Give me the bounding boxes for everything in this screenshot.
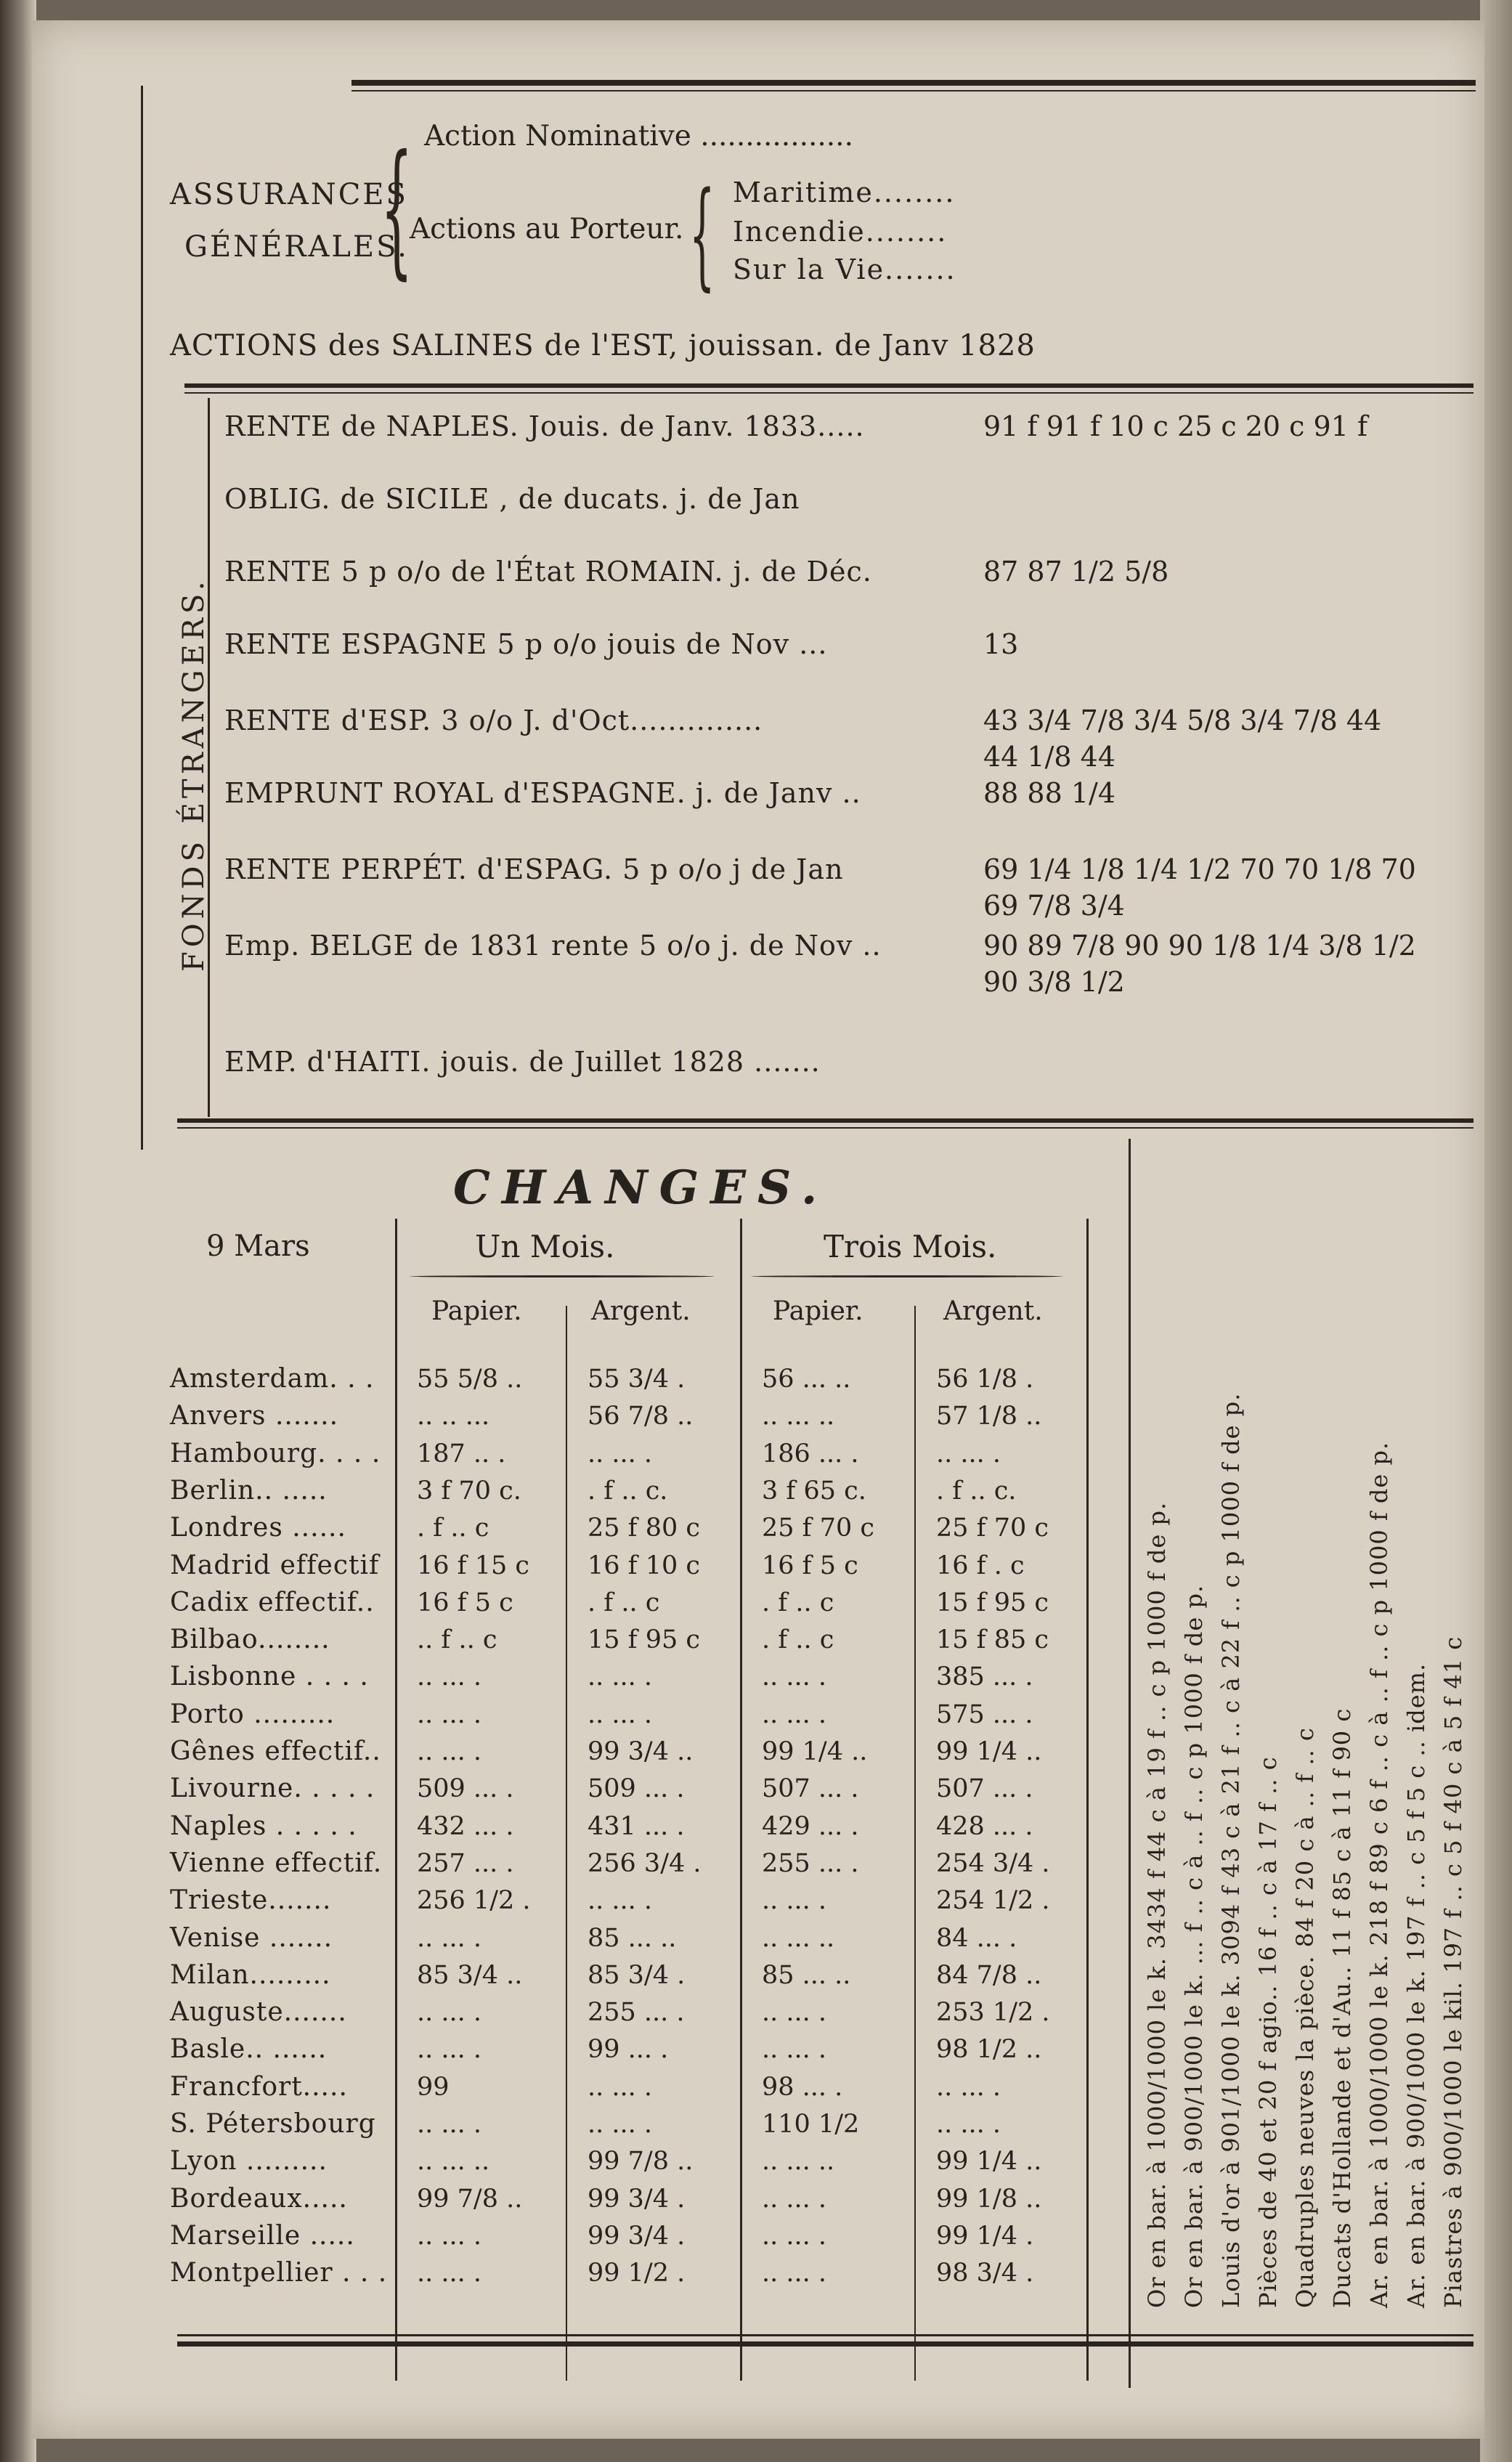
fonds-etrangers-label: FONDS ÉTRANGERS.: [177, 577, 211, 972]
fonds-row-value: 91 f 91 f 10 c 25 c 20 c 91 f: [983, 410, 1368, 442]
fonds-row-label: OBLIG. de SICILE , de ducats. j. de Jan: [224, 483, 800, 515]
un-mois-argent-cell: 255 ... .: [588, 1998, 685, 2028]
un-mois-argent-cell: 431 ... .: [588, 1811, 685, 1841]
trois-mois-argent-cell: 575 ... .: [936, 1699, 1033, 1729]
city-cell: Naples . . . . .: [170, 1811, 357, 1841]
papier-header-1: Papier.: [431, 1296, 522, 1326]
un-mois-argent-cell: 99 3/4 .: [588, 2184, 686, 2214]
un-mois-papier-cell: 16 f 5 c: [417, 1588, 513, 1617]
trois-mois-argent-cell: . f .. c.: [936, 1476, 1017, 1506]
trois-mois-papier-cell: 85 ... ..: [762, 1960, 851, 1990]
metaux-line: Piastres à 900/1000 le kil. 197 f .. c 5 f 40 c à 5 f 41 c: [1439, 1636, 1467, 2308]
trois-mois-argent-cell: 57 1/8 ..: [936, 1402, 1042, 1431]
un-mois-papier-cell: . f .. c: [417, 1514, 489, 1543]
un-mois-papier-cell: .. ... .: [417, 2259, 482, 2288]
trois-mois-papier-cell: 98 ... .: [762, 2072, 843, 2102]
city-cell: Bilbao........: [170, 1625, 330, 1655]
un-mois-papier-cell: .. ... .: [417, 1998, 482, 2028]
trois-mois-argent-cell: 254 3/4 .: [936, 1848, 1050, 1878]
city-cell: Lisbonne . . . .: [170, 1662, 369, 1692]
trois-mois-papier-cell: . f .. c: [762, 1588, 834, 1617]
incendie-label: Incendie........: [733, 216, 948, 248]
un-mois-papier-cell: .. .. ...: [417, 1402, 490, 1431]
metaux-line: Ar. en bar. à 900/1000 le k. 197 f .. c 5 f 5 c .. idem.: [1402, 1662, 1430, 2308]
fonds-row-value: 90 89 7/8 90 90 1/8 1/4 3/8 1/2: [983, 930, 1416, 962]
trois-mois-papier-cell: 255 ... .: [762, 1848, 859, 1878]
upper-left-border: [141, 86, 143, 1150]
city-cell: Hambourg. . . .: [170, 1438, 381, 1468]
trois-mois-underline: [751, 1275, 1063, 1277]
un-mois-papier-cell: 3 f 70 c.: [417, 1476, 521, 1506]
un-mois-papier-cell: .. ... .: [417, 1699, 482, 1729]
table-row: [32, 1658, 1484, 1696]
city-cell: Berlin.. .....: [170, 1475, 328, 1506]
fonds-top-rule-thin: [184, 392, 1474, 394]
metaux-line: Pièces de 40 et 20 f agio.. 16 f .. c à 17 f .. c: [1254, 1756, 1282, 2308]
metaux-line: Ducats d'Hollande et d'Au.. 11 f 85 c à 11 f 90 c: [1328, 1707, 1356, 2308]
metaux-line: Quadruples neuves la pièce. 84 f 20 c à .. f .. c: [1291, 1727, 1319, 2308]
city-cell: Madrid effectif: [170, 1550, 380, 1580]
un-mois-argent-cell: 99 7/8 ..: [588, 2147, 694, 2177]
metaux-line: Or en bar. à 1000/1000 le k. 3434 f 44 c à 19 f .. c p 1000 f de p.: [1143, 1501, 1171, 2308]
trois-mois-papier-cell: .. ... .: [762, 2184, 827, 2214]
trois-mois-argent-cell: 98 1/2 ..: [936, 2035, 1042, 2065]
trois-mois-papier-cell: .. ... ..: [762, 2147, 835, 2177]
un-mois-papier-cell: 432 ... .: [417, 1811, 514, 1841]
un-mois-argent-cell: . f .. c: [588, 1588, 660, 1617]
un-mois-papier-cell: .. ... .: [417, 1662, 482, 1692]
table-row: [32, 1509, 1484, 1547]
city-cell: Anvers .......: [170, 1401, 339, 1431]
top-rule-thin: [351, 90, 1476, 92]
city-cell: Francfort.....: [170, 2071, 348, 2102]
metaux-line: Louis d'or à 901/1000 le k. 3094 f 43 c à 21 f .. c à 22 f .. c p 1000 f de p.: [1217, 1392, 1245, 2308]
city-cell: Londres ......: [170, 1513, 346, 1543]
trois-mois-papier-cell: .. ... ..: [762, 1923, 835, 1953]
trois-mois-papier-cell: 25 f 70 c: [762, 1514, 875, 1543]
un-mois-papier-cell: 99: [417, 2072, 450, 2102]
fonds-row-label: RENTE de NAPLES. Jouis. de Janv. 1833.....: [224, 410, 865, 442]
un-mois-argent-cell: 85 ... ..: [588, 1923, 677, 1953]
trois-mois-papier-cell: 110 1/2: [762, 2110, 860, 2139]
trois-mois-argent-cell: 25 f 70 c: [936, 1514, 1049, 1543]
trois-mois-papier-cell: 507 ... .: [762, 1774, 859, 1804]
city-cell: Basle.. ......: [170, 2034, 328, 2065]
un-mois-papier-cell: 16 f 15 c: [417, 1551, 530, 1580]
trois-mois-papier-cell: .. ... ..: [762, 1402, 835, 1431]
page: [32, 20, 1484, 2439]
trois-mois-papier-cell: 99 1/4 ..: [762, 1737, 868, 1766]
city-cell: Auguste.......: [170, 1997, 347, 2028]
table-row: [32, 1360, 1484, 1398]
trois-mois-argent-cell: .. ... .: [936, 2110, 1001, 2139]
un-mois-argent-cell: 55 3/4 .: [588, 1365, 686, 1394]
trois-mois-papier-cell: .. ... .: [762, 2221, 827, 2251]
city-cell: Milan.........: [170, 1959, 331, 1990]
city-cell: Gênes effectif..: [170, 1736, 381, 1766]
table-row: [32, 1472, 1484, 1510]
maritime-label: Maritime........: [733, 176, 956, 208]
un-mois-argent-cell: .. ... .: [588, 2110, 653, 2139]
fonds-row-label: RENTE PERPÉT. d'ESPAG. 5 p o/o j de Jan: [224, 853, 844, 885]
trois-mois-argent-cell: 254 1/2 .: [936, 1886, 1050, 1916]
trois-mois-argent-cell: 99 1/8 ..: [936, 2184, 1042, 2214]
actions-porteur: Actions au Porteur.: [410, 213, 684, 245]
table-row: [32, 1696, 1484, 1734]
fonds-row-value: 88 88 1/4: [983, 777, 1116, 809]
un-mois-papier-cell: .. ... .: [417, 2221, 482, 2251]
un-mois-argent-cell: . f .. c.: [588, 1476, 668, 1506]
trois-mois-argent-cell: 56 1/8 .: [936, 1365, 1034, 1394]
fonds-row-value: 13: [983, 628, 1019, 660]
un-mois-argent-cell: .. ... .: [588, 1699, 653, 1729]
fonds-row-label: Emp. BELGE de 1831 rente 5 o/o j. de Nov ..: [224, 930, 882, 962]
city-cell: S. Pétersbourg: [170, 2109, 376, 2139]
bottom-rule: [177, 2334, 1474, 2336]
trois-mois-header: Trois Mois.: [824, 1229, 997, 1264]
fonds-row-value-continued: 69 7/8 3/4: [983, 890, 1125, 922]
trois-mois-argent-cell: 98 3/4 .: [936, 2259, 1034, 2288]
trois-mois-papier-cell: .. ... .: [762, 2035, 827, 2065]
city-cell: Vienne effectif.: [170, 1848, 383, 1878]
assurances-label-1: ASSURANCES: [170, 178, 408, 211]
city-cell: Cadix effectif..: [170, 1587, 375, 1617]
trois-mois-papier-cell: 16 f 5 c: [762, 1551, 858, 1580]
changes-top-rule-thin: [177, 1127, 1474, 1129]
un-mois-argent-cell: .. ... .: [588, 2072, 653, 2102]
book-spine: [0, 0, 36, 2462]
city-cell: Bordeaux.....: [170, 2183, 348, 2214]
un-mois-argent-cell: 85 3/4 .: [588, 1960, 686, 1990]
un-mois-papier-cell: .. ... .: [417, 1737, 482, 1766]
table-row: [32, 1547, 1484, 1585]
fonds-row-value: 87 87 1/2 5/8: [983, 556, 1169, 588]
un-mois-papier-cell: .. ... .: [417, 2110, 482, 2139]
un-mois-argent-cell: 99 1/2 .: [588, 2259, 686, 2288]
un-mois-header: Un Mois.: [475, 1229, 615, 1264]
changes-top-rule: [177, 1118, 1474, 1123]
city-cell: Amsterdam. . .: [170, 1364, 375, 1394]
trois-mois-argent-cell: 15 f 95 c: [936, 1588, 1049, 1617]
un-mois-argent-cell: 25 f 80 c: [588, 1514, 701, 1543]
trois-mois-argent-cell: 15 f 85 c: [936, 1625, 1049, 1655]
trois-mois-argent-cell: 99 1/4 .: [936, 2221, 1034, 2251]
un-mois-papier-cell: .. ... .: [417, 2035, 482, 2065]
page-edge: [1480, 0, 1512, 2462]
city-cell: Lyon .........: [170, 2146, 328, 2177]
un-mois-papier-cell: 187 .. .: [417, 1439, 506, 1468]
changes-title: CHANGES.: [453, 1161, 829, 1215]
un-mois-papier-cell: 99 7/8 ..: [417, 2184, 523, 2214]
trois-mois-argent-cell: 84 ... .: [936, 1923, 1017, 1953]
un-mois-papier-cell: 256 1/2 .: [417, 1886, 531, 1916]
action-nominative: Action Nominative .................: [424, 120, 853, 153]
fonds-row-value: 69 1/4 1/8 1/4 1/2 70 70 1/8 70: [983, 853, 1416, 885]
fonds-row-value-continued: 44 1/8 44: [983, 741, 1116, 773]
un-mois-argent-cell: .. ... .: [588, 1439, 653, 1468]
fonds-top-rule: [184, 383, 1474, 388]
trois-mois-argent-cell: .. ... .: [936, 2072, 1001, 2102]
un-mois-argent-cell: 256 3/4 .: [588, 1848, 702, 1878]
un-mois-argent-cell: 16 f 10 c: [588, 1551, 701, 1580]
trois-mois-papier-cell: 429 ... .: [762, 1811, 859, 1841]
bottom-rule-thick: [177, 2341, 1474, 2347]
trois-mois-papier-cell: 3 f 65 c.: [762, 1476, 866, 1506]
trois-mois-papier-cell: .. ... .: [762, 1886, 827, 1916]
trois-mois-papier-cell: .. ... .: [762, 1998, 827, 2028]
trois-mois-papier-cell: .. ... .: [762, 1699, 827, 1729]
trois-mois-argent-cell: 16 f . c: [936, 1551, 1025, 1580]
metaux-line: Or en bar. à 900/1000 le k. ... f .. c à .. f .. c p 1000 f de p.: [1180, 1584, 1208, 2308]
fonds-row-label: RENTE ESPAGNE 5 p o/o jouis de Nov ...: [224, 628, 828, 660]
city-cell: Livourne. . . . .: [170, 1774, 375, 1804]
brace-icon: {: [381, 124, 413, 293]
trois-mois-papier-cell: 56 ... ..: [762, 1365, 851, 1394]
top-rule: [351, 80, 1476, 86]
un-mois-papier-cell: 85 3/4 ..: [417, 1960, 523, 1990]
city-cell: Porto .........: [170, 1699, 336, 1729]
table-row: [32, 1584, 1484, 1622]
city-cell: Venise .......: [170, 1922, 333, 1953]
assurances-label-2: GÉNÉRALES.: [184, 230, 409, 264]
city-cell: Marseille .....: [170, 2220, 355, 2251]
un-mois-argent-cell: 15 f 95 c: [588, 1625, 701, 1655]
un-mois-argent-cell: 99 ... .: [588, 2035, 669, 2065]
trois-mois-argent-cell: 507 ... .: [936, 1774, 1033, 1804]
un-mois-papier-cell: 257 ... .: [417, 1848, 514, 1878]
trois-mois-argent-cell: 99 1/4 ..: [936, 2147, 1042, 2177]
un-mois-underline: [410, 1275, 715, 1277]
un-mois-papier-cell: 55 5/8 ..: [417, 1365, 523, 1394]
brace-icon: {: [689, 166, 715, 302]
trois-mois-argent-cell: .. ... .: [936, 1439, 1001, 1468]
fonds-row-value-continued: 90 3/8 1/2: [983, 966, 1125, 998]
trois-mois-papier-cell: .. ... .: [762, 2259, 827, 2288]
fonds-row-label: EMP. d'HAITI. jouis. de Juillet 1828 .......: [224, 1046, 821, 1078]
fonds-row-label: RENTE d'ESP. 3 o/o J. d'Oct..............: [224, 704, 763, 736]
changes-date: 9 Mars: [206, 1230, 310, 1263]
sur-la-vie-label: Sur la Vie.......: [733, 253, 956, 285]
un-mois-papier-cell: .. ... ..: [417, 2147, 490, 2177]
un-mois-argent-cell: .. ... .: [588, 1886, 653, 1916]
table-row: [32, 1435, 1484, 1473]
trois-mois-argent-cell: 253 1/2 .: [936, 1998, 1050, 2028]
argent-header-2: Argent.: [943, 1296, 1043, 1326]
fonds-row-label: EMPRUNT ROYAL d'ESPAGNE. j. de Janv ..: [224, 777, 861, 809]
un-mois-argent-cell: 509 ... .: [588, 1774, 685, 1804]
un-mois-argent-cell: .. ... .: [588, 1662, 653, 1692]
un-mois-papier-cell: .. f .. c: [417, 1625, 497, 1655]
salines-row: ACTIONS des SALINES de l'EST, jouissan. de Janv 1828: [170, 329, 1036, 362]
argent-header-1: Argent.: [591, 1296, 691, 1326]
trois-mois-papier-cell: .. ... .: [762, 1662, 827, 1692]
trois-mois-papier-cell: 186 ... .: [762, 1439, 859, 1468]
papier-header-2: Papier.: [773, 1296, 863, 1326]
un-mois-argent-cell: 99 3/4 ..: [588, 1737, 694, 1766]
table-row: [32, 1397, 1484, 1435]
fonds-row-value: 43 3/4 7/8 3/4 5/8 3/4 7/8 44: [983, 704, 1382, 736]
table-row: [32, 1621, 1484, 1659]
trois-mois-argent-cell: 84 7/8 ..: [936, 1960, 1042, 1990]
metaux-line: Ar. en bar. à 1000/1000 le k. 218 f 89 c 6 f .. c à .. f .. c p 1000 f de p.: [1365, 1441, 1393, 2308]
un-mois-papier-cell: 509 ... .: [417, 1774, 514, 1804]
trois-mois-argent-cell: 99 1/4 ..: [936, 1737, 1042, 1766]
fonds-row-label: RENTE 5 p o/o de l'État ROMAIN. j. de Déc.: [224, 556, 872, 588]
city-cell: Montpellier . . .: [170, 2258, 388, 2288]
city-cell: Trieste.......: [170, 1885, 332, 1916]
un-mois-argent-cell: 99 3/4 .: [588, 2221, 686, 2251]
un-mois-argent-cell: 56 7/8 ..: [588, 1402, 694, 1431]
trois-mois-argent-cell: 428 ... .: [936, 1811, 1033, 1841]
trois-mois-argent-cell: 385 ... .: [936, 1662, 1033, 1692]
un-mois-papier-cell: .. ... .: [417, 1923, 482, 1953]
trois-mois-papier-cell: . f .. c: [762, 1625, 834, 1655]
